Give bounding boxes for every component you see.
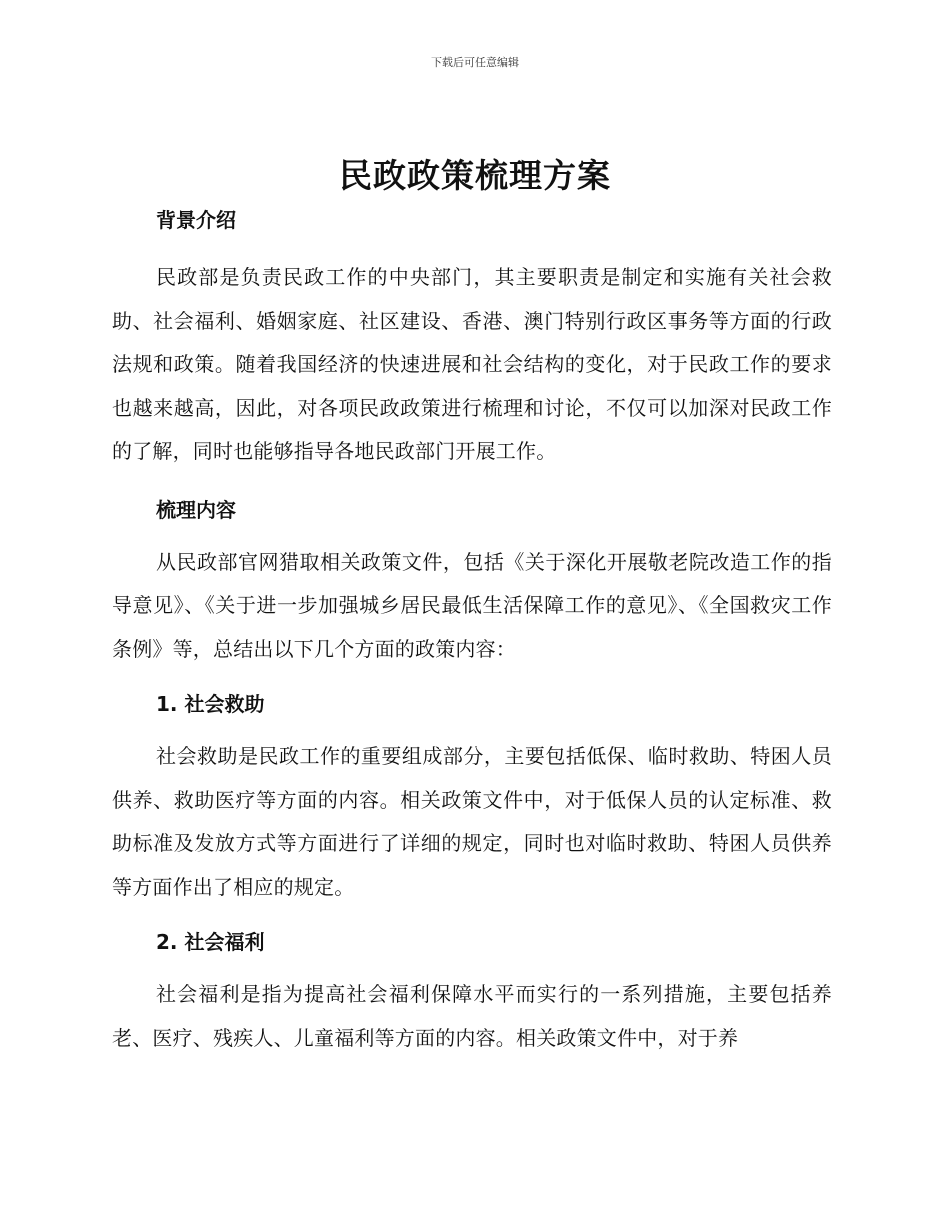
section-heading-social-assistance: 1. 社会救助 [156, 692, 265, 716]
section-paragraph-background: 民政部是负责民政工作的中央部门，其主要职责是制定和实施有关社会救助、社会福利、婚姻家庭、社区建设、香港、澳门特别行政区事务等方面的行政法规和政策。随着我国经济的快速进展和社会结构的变化，对于民政工作的要求也越来越高，因此，对各项民政政策进行梳理和讨论，不仅可以加深对民政工作的了解，同时也能够指导各地民政部门开展工作。 [112, 265, 832, 463]
section-paragraph-social-welfare: 社会福利是指为提高社会福利保障水平而实行的一系列措施，主要包括养老、医疗、残疾人、儿童福利等方面的内容。相关政策文件中，对于养 [112, 982, 832, 1050]
document-body [112, 200, 832, 1060]
section-heading-background: 背景介绍 [156, 208, 236, 232]
header-note: 下载后可任意编辑 [431, 56, 519, 69]
section-heading-social-welfare: 2. 社会福利 [156, 930, 265, 954]
section-paragraph-social-assistance: 社会救助是民政工作的重要组成部分，主要包括低保、临时救助、特困人员供养、救助医疗等方面的内容。相关政策文件中，对于低保人员的认定标准、救助标准及发放方式等方面进行了详细的规定，同时也对临时救助、特困人员供养等方面作出了相应的规定。 [112, 744, 832, 899]
document-title: 民政政策梳理方案 [339, 156, 611, 195]
section-heading-content: 梳理内容 [156, 497, 236, 522]
section-paragraph-content: 从民政部官网猎取相关政策文件，包括《关于深化开展敬老院改造工作的指导意见》、《关于进一步加强城乡居民最低生活保障工作的意见》、《全国救灾工作条例》等，总结出以下几个方面的政策内容： [112, 549, 832, 661]
